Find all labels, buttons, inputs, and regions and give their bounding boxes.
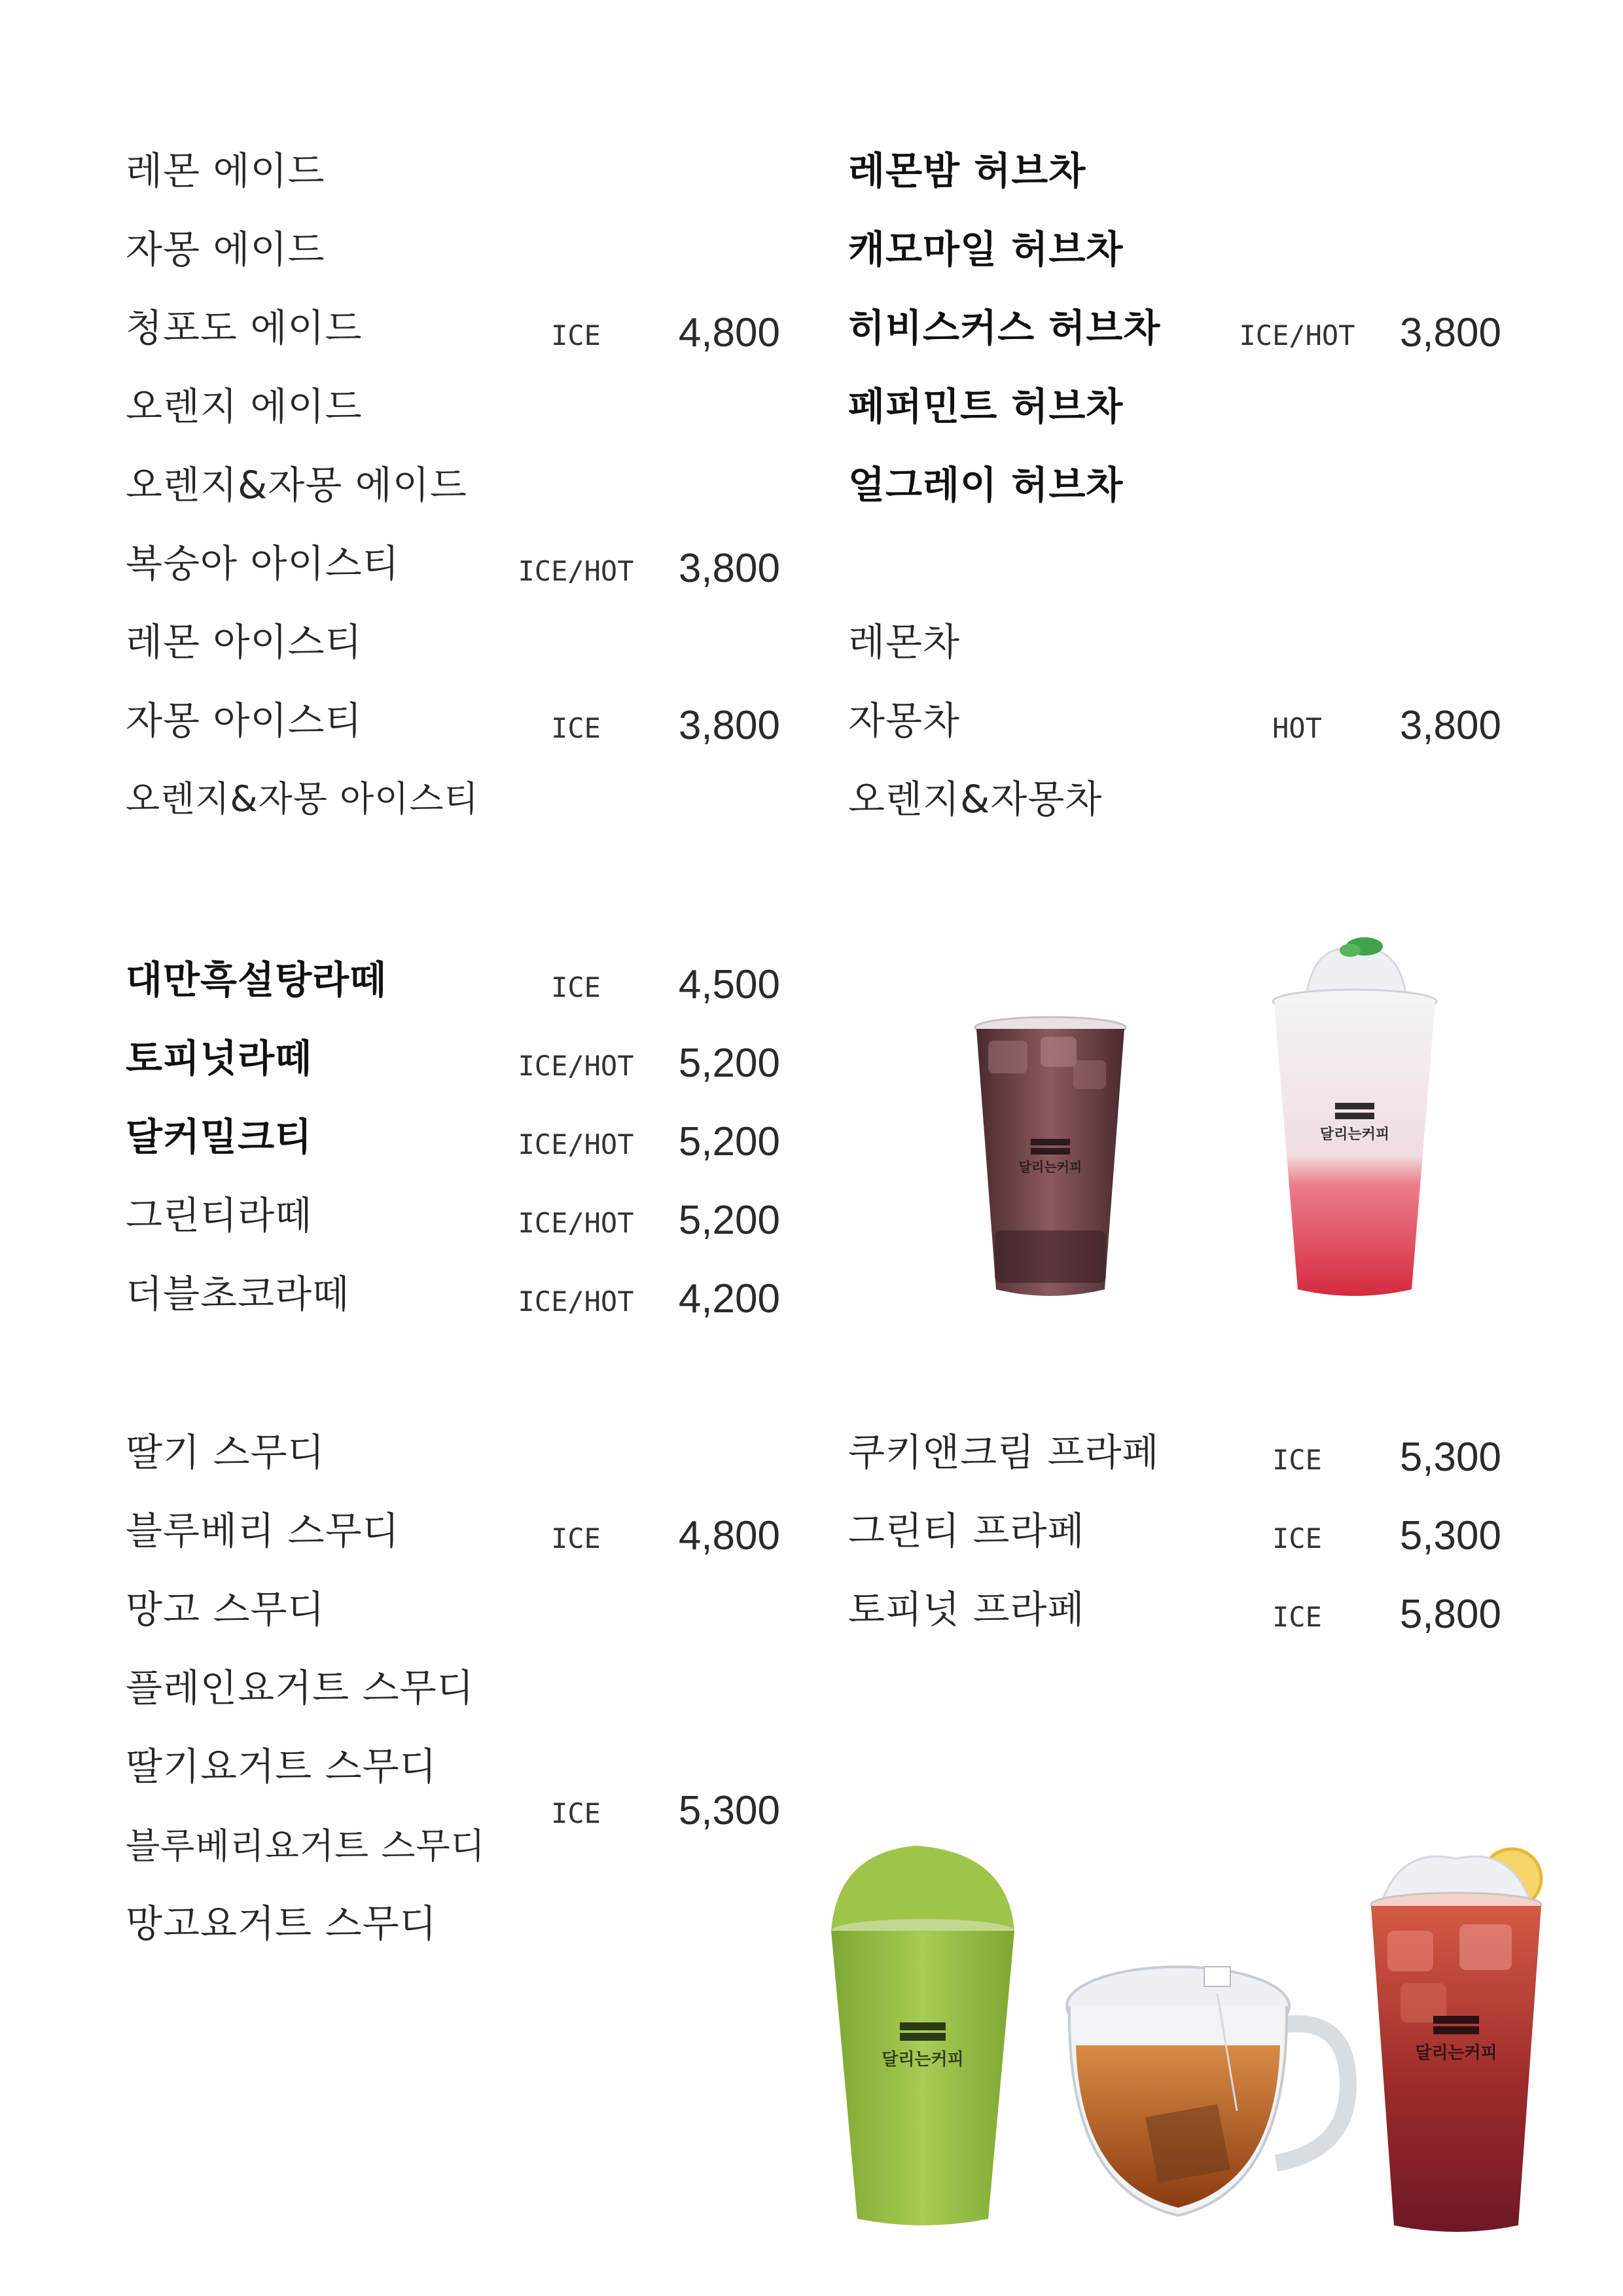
item-name: 오렌지&자몽 아이스티: [126, 778, 479, 819]
item-name: 자몽차: [848, 698, 961, 743]
item-price: 5,300: [678, 1788, 780, 1833]
item-name: 레몬 아이스티: [126, 620, 363, 664]
item-price: 3,800: [1399, 310, 1501, 355]
item-name: 오렌지&자몽차: [848, 777, 1103, 821]
item-price: 5,300: [1399, 1513, 1501, 1558]
temp-tag: ICE/HOT: [518, 1050, 634, 1082]
iced-tea-icon: [1361, 1820, 1551, 2238]
temp-tag: ICE: [1272, 1444, 1322, 1476]
temp-tag: ICE: [551, 1797, 601, 1829]
temp-tag: ICE: [551, 319, 601, 351]
item-price: 4,500: [678, 962, 780, 1007]
temp-tag: ICE/HOT: [518, 555, 634, 587]
svg-text:달리는커피: 달리는커피: [1319, 1126, 1390, 1143]
item-price: 5,200: [678, 1198, 780, 1243]
item-price: 4,200: [678, 1276, 780, 1321]
item-name: 더블초코라떼: [126, 1272, 350, 1316]
item-name: 얼그레이 허브차: [848, 463, 1124, 507]
item-name: 블루베리요거트 스무디: [126, 1825, 486, 1867]
item-price: 4,800: [678, 1513, 780, 1558]
item-name: 자몽 에이드: [126, 227, 325, 272]
item-name: 레몬 에이드: [126, 149, 325, 193]
item-name: 블루베리 스무디: [126, 1509, 400, 1553]
item-name: 망고요거트 스무디: [126, 1901, 437, 1946]
item-name: 복숭아 아이스티: [126, 541, 400, 586]
item-price: 4,800: [678, 310, 780, 355]
item-name: 자몽 아이스티: [126, 698, 363, 743]
temp-tag: ICE/HOT: [518, 1285, 634, 1318]
temp-tag: ICE/HOT: [518, 1207, 634, 1239]
temp-tag: ICE: [551, 971, 601, 1003]
svg-text:달리는커피: 달리는커피: [1018, 1159, 1082, 1175]
red-ade-icon: [1266, 923, 1443, 1302]
item-name: 딸기요거트 스무디: [126, 1744, 437, 1789]
item-name: 그린티 프라페: [848, 1509, 1085, 1553]
milk-tea-icon: [969, 1014, 1132, 1302]
item-price: 3,800: [1399, 703, 1501, 748]
item-name: 페퍼민트 허브차: [848, 384, 1124, 429]
item-price: 5,200: [678, 1041, 780, 1086]
item-price: 5,800: [1399, 1592, 1501, 1637]
item-name: 레몬밤 허브차: [848, 149, 1086, 193]
green-tea-frappe-icon: [825, 1833, 1021, 2232]
item-name: 망고 스무디: [126, 1587, 325, 1632]
item-name: 토피넛 프라페: [848, 1587, 1085, 1632]
item-price: 3,800: [678, 703, 780, 748]
item-name: 캐모마일 허브차: [848, 227, 1124, 272]
item-name: 대만흑설탕라떼: [126, 958, 387, 1002]
item-name: 히비스커스 허브차: [848, 306, 1161, 350]
item-price: 5,200: [678, 1119, 780, 1164]
temp-tag: ICE: [1272, 1601, 1322, 1633]
temp-tag: ICE: [551, 1522, 601, 1554]
item-name: 딸기 스무디: [126, 1430, 325, 1475]
item-name: 레몬차: [848, 620, 961, 664]
item-name: 달커밀크티: [126, 1115, 313, 1159]
temp-tag: HOT: [1272, 712, 1322, 744]
temp-tag: ICE/HOT: [1239, 319, 1355, 351]
item-name: 플레인요거트 스무디: [126, 1666, 474, 1710]
svg-text:달리는커피: 달리는커피: [1415, 2043, 1497, 2063]
svg-text:달리는커피: 달리는커피: [882, 2050, 964, 2070]
item-price: 3,800: [678, 546, 780, 591]
temp-tag: ICE: [551, 712, 601, 744]
item-name: 청포도 에이드: [126, 306, 363, 350]
temp-tag: ICE/HOT: [518, 1128, 634, 1160]
temp-tag: ICE: [1272, 1522, 1322, 1554]
item-name: 오렌지&자몽 에이드: [126, 463, 467, 507]
item-name: 오렌지 에이드: [126, 384, 363, 429]
hot-tea-cup-icon: [1060, 1954, 1368, 2229]
item-name: 쿠키앤크림 프라페: [848, 1430, 1160, 1475]
item-name: 그린티라떼: [126, 1193, 313, 1238]
item-name: 토피넛라떼: [126, 1036, 313, 1081]
item-price: 5,300: [1399, 1435, 1501, 1480]
